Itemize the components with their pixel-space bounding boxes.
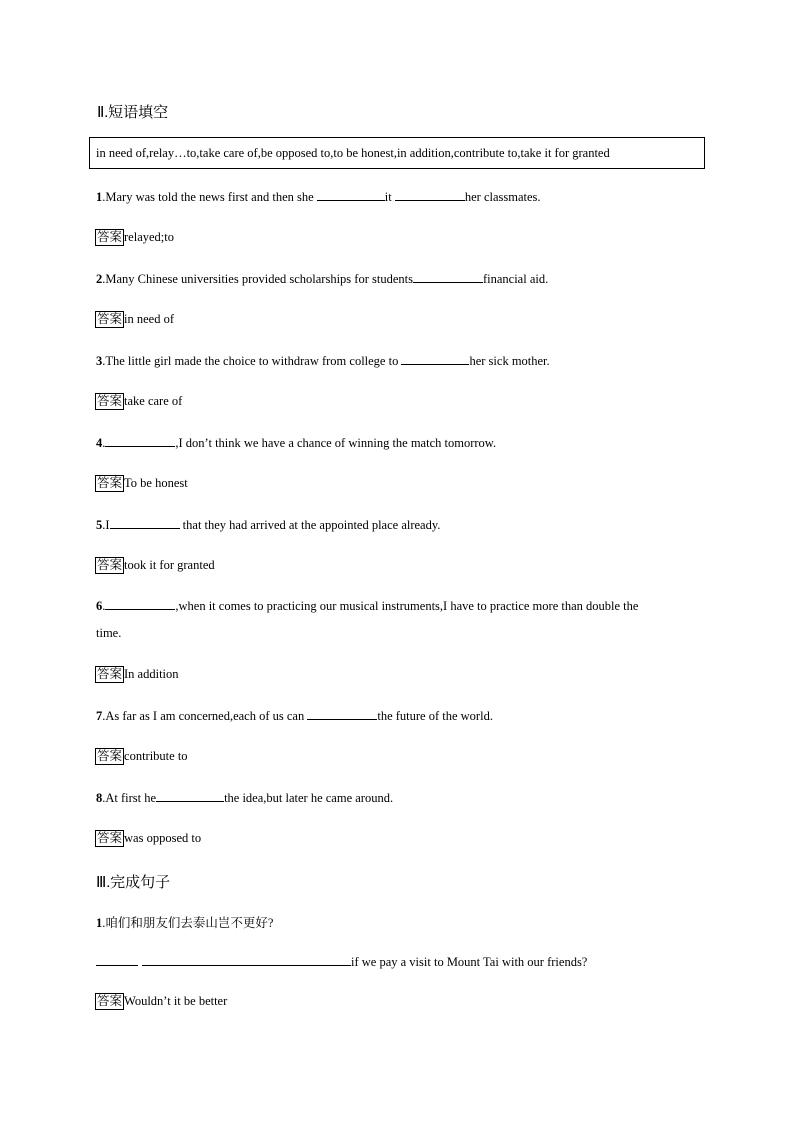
answer-line-2 [95,311,174,328]
section-heading-2 [97,101,168,122]
question-text: .The little girl made the choice to withdraw from college to [102,354,402,368]
answer-tag: 答案 [97,994,123,1008]
answer-tag: 答案 [97,394,123,408]
question-text: ,I don’t think we have a chance of winning the match tomorrow. [175,436,497,450]
section-title: 完成句子 [110,875,171,891]
answer-blank [96,954,138,966]
question-number: 5 [96,518,103,532]
answer-blank [395,189,465,201]
phrase-bank-text: in need of,relay…to,take care of,be opposed to,to be honest,in addition,contribute to,take it for granted [96,146,610,160]
question-text: that they had arrived at the appointed place already. [179,518,441,532]
answer-blank [307,708,377,720]
section-title: 短语填空 [108,105,169,121]
answer-text: relayed;to [124,230,174,244]
answer-text: take care of [124,394,183,408]
question-text: .At first he [102,791,157,805]
answer-blank [413,271,483,283]
question-number: 3 [96,354,103,368]
question-text: her sick mother. [469,354,550,368]
question-text: the future of the world. [377,709,493,723]
answer-text: took it for granted [124,558,215,572]
answer-blank [105,598,175,610]
answer-text: To be honest [124,476,188,490]
phrase-bank-box [89,137,705,169]
question-7 [96,708,493,724]
question-number: 1 [96,916,103,930]
answer-tag: 答案 [97,667,123,681]
answer-line-6 [95,666,179,683]
question-text: if we pay a visit to Mount Tai with our friends? [351,955,588,969]
answer-tag: 答案 [97,831,123,845]
question-number: 2 [96,272,103,286]
answer-blank [142,954,351,966]
question-text: time. [96,626,122,640]
question-text: . [102,436,106,450]
answer-line-3 [95,393,182,410]
question-6 [96,598,638,614]
question-number: 1 [96,190,103,204]
answer-blank [156,790,224,802]
question-text: .Mary was told the news first and then she [102,190,317,204]
answer-blank [105,435,175,447]
answer-line-s3-1 [95,993,227,1010]
question-text: ,when it comes to practicing our musical instruments,I have to practice more than double the [175,599,639,613]
answer-blank [110,517,180,529]
question-8 [96,790,393,806]
answer-blank [401,353,469,365]
question-1 [96,189,541,205]
section-roman-numeral: Ⅲ. [96,875,111,891]
question-2 [96,271,548,287]
translation-sentence-1 [96,954,587,970]
question-text: .As far as I am concerned,each of us can [102,709,308,723]
question-prompt: .咱们和朋友们去泰山岂不更好? [102,916,274,930]
answer-text: in need of [124,312,174,326]
question-5 [96,517,440,533]
answer-tag: 答案 [97,312,123,326]
question-text: .I [102,518,110,532]
section-roman-numeral: Ⅱ. [97,105,109,121]
question-3 [96,353,550,369]
answer-line-1 [95,229,174,246]
answer-line-8 [95,830,201,847]
answer-text: In addition [124,667,179,681]
question-number: 4 [96,436,103,450]
answer-tag: 答案 [97,749,123,763]
question-6-continued [96,626,121,641]
answer-blank [317,189,385,201]
answer-text: was opposed to [124,831,202,845]
question-text: it [384,190,395,204]
question-text: financial aid. [482,272,549,286]
question-text: . [102,599,106,613]
question-text: .Many Chinese universities provided scholarships for students [102,272,413,286]
answer-text: Wouldn’t it be better [124,994,228,1008]
answer-tag: 答案 [97,476,123,490]
answer-text: contribute to [124,749,188,763]
question-text: the idea,but later he came around. [224,791,394,805]
section-heading-3 [96,871,170,892]
answer-tag: 答案 [97,558,123,572]
question-number: 8 [96,791,103,805]
question-number: 6 [96,599,103,613]
translation-question-1 [96,913,273,931]
question-number: 7 [96,709,103,723]
question-4 [96,435,496,451]
question-text: her classmates. [464,190,541,204]
answer-line-4 [95,475,188,492]
answer-line-7 [95,748,188,765]
answer-line-5 [95,557,215,574]
answer-tag: 答案 [97,230,123,244]
